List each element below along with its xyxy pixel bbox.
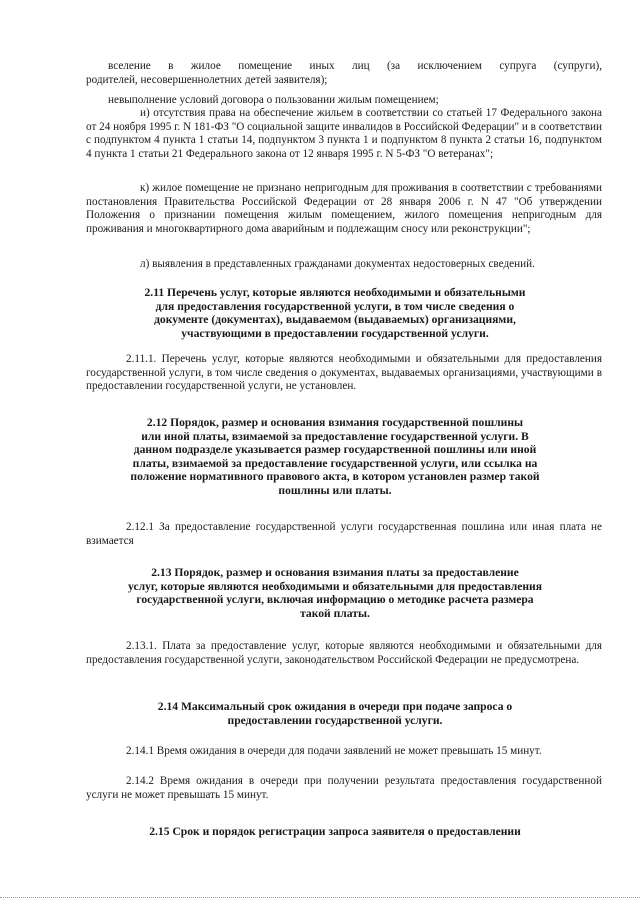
heading-line: 2.11 Перечень услуг, которые являются необходимыми и обязательными <box>144 286 526 299</box>
heading-line: данном подразделе указывается размер государственной пошлины или иной <box>133 443 537 457</box>
heading-line: или иной платы, взимаемой за предоставление государственной услуги. В <box>141 429 529 443</box>
section-heading-2-11 <box>100 286 570 340</box>
section-body-2-14-2: 2.14.2 Время ожидания в очереди при получении результата предоставления государственной услуги не может превышать 15 минут. <box>86 775 602 801</box>
heading-line: для предоставления государственной услуги, в том числе сведения о <box>155 299 515 313</box>
heading-line: 2.14 Максимальный срок ожидания в очереди при подаче запроса о <box>157 700 513 713</box>
heading-line: такой платы. <box>300 606 370 620</box>
heading-line: положение нормативного правового акта, в котором установлен размер такой <box>130 470 540 484</box>
heading-line: предоставлении государственной услуги. <box>227 713 443 727</box>
list-line: родителей, несовершеннолетних детей заявителя); <box>86 74 328 86</box>
heading-line: платы, взимаемой за предоставление государственной услуги, или ссылка на <box>132 456 538 470</box>
section-heading-2-12 <box>100 416 570 498</box>
section-body-2-12-1: 2.12.1 За предоставление государственной услуги государственная пошлина или иная плата не взимается <box>86 521 602 547</box>
section-body-2-14-1: 2.14.1 Время ожидания в очереди для подачи заявлений не может превышать 15 минут. <box>126 745 542 757</box>
list-item-k: к) жилое помещение не признано непригодным для проживания в соответствии с требованиями постановления Правительства Российской Федерации от 28 января 2006 г. N 47 "Об утверждении Положения о признании помещения жилым помещением, жилого помещения непригодным для проживания и многоквартирного дома аварийным и подлежащим сносу или реконструкции"; <box>86 182 602 235</box>
section-heading-2-14 <box>100 700 570 727</box>
heading-line: участвующими в предоставлении государственной услуги. <box>181 326 489 340</box>
section-heading-2-13 <box>100 566 570 620</box>
heading-line: пошлины или платы. <box>278 483 392 497</box>
list-item-l: л) выявления в представленных гражданами документах недостоверных сведений. <box>140 258 535 270</box>
section-body-2-11-1: 2.11.1. Перечень услуг, которые являются необходимыми и обязательными для предоставления государственной услуги, в том числе сведения о документах, выдаваемых организациями, участвующими в предоставлении государственной услуги, не установлен. <box>86 353 602 393</box>
page-bottom-edge <box>0 897 640 898</box>
heading-line: 2.13 Порядок, размер и основания взимания платы за предоставление <box>151 566 519 579</box>
heading-line: государственной услуги, включая информацию о методике расчета размера <box>136 593 534 607</box>
section-heading-2-15 <box>100 825 570 839</box>
list-item-i: и) отсутствия права на обеспечение жильем в соответствии со статьей 17 Федерального закона от 24 ноября 1995 г. N 181-ФЗ "О социальной защите инвалидов в Российской Федерации" и в соответствии с подпунктом 4 пункта 1 статьи 14, подпунктом 3 пункта 1 и подпунктом 8 пункта 2 статьи 16, подпунктом 4 пункта 1 статьи 21 Федерального закона от 12 января 1995 г. N 5-ФЗ "О ветеранах"; <box>86 107 602 160</box>
list-line: невыполнение условий договора о пользовании жилым помещением; <box>108 94 439 106</box>
heading-line: 2.12 Порядок, размер и основания взимания государственной пошлины <box>146 416 524 429</box>
heading-line: 2.15 Срок и порядок регистрации запроса заявителя о предоставлении <box>149 825 521 838</box>
section-body-2-13-1: 2.13.1. Плата за предоставление услуг, которые являются необходимыми и обязательными для предоставления государственной услуги, законодательством Российской Федерации не предусмотрена. <box>86 640 602 666</box>
heading-line: услуг, которые являются необходимыми и обязательными для предоставления <box>128 579 542 593</box>
heading-line: документе (документах), выдаваемом (выдаваемых) организациями, <box>154 313 516 327</box>
list-line: вселение в жилое помещение иных лиц (за исключением супруга (супруги), <box>108 60 602 72</box>
